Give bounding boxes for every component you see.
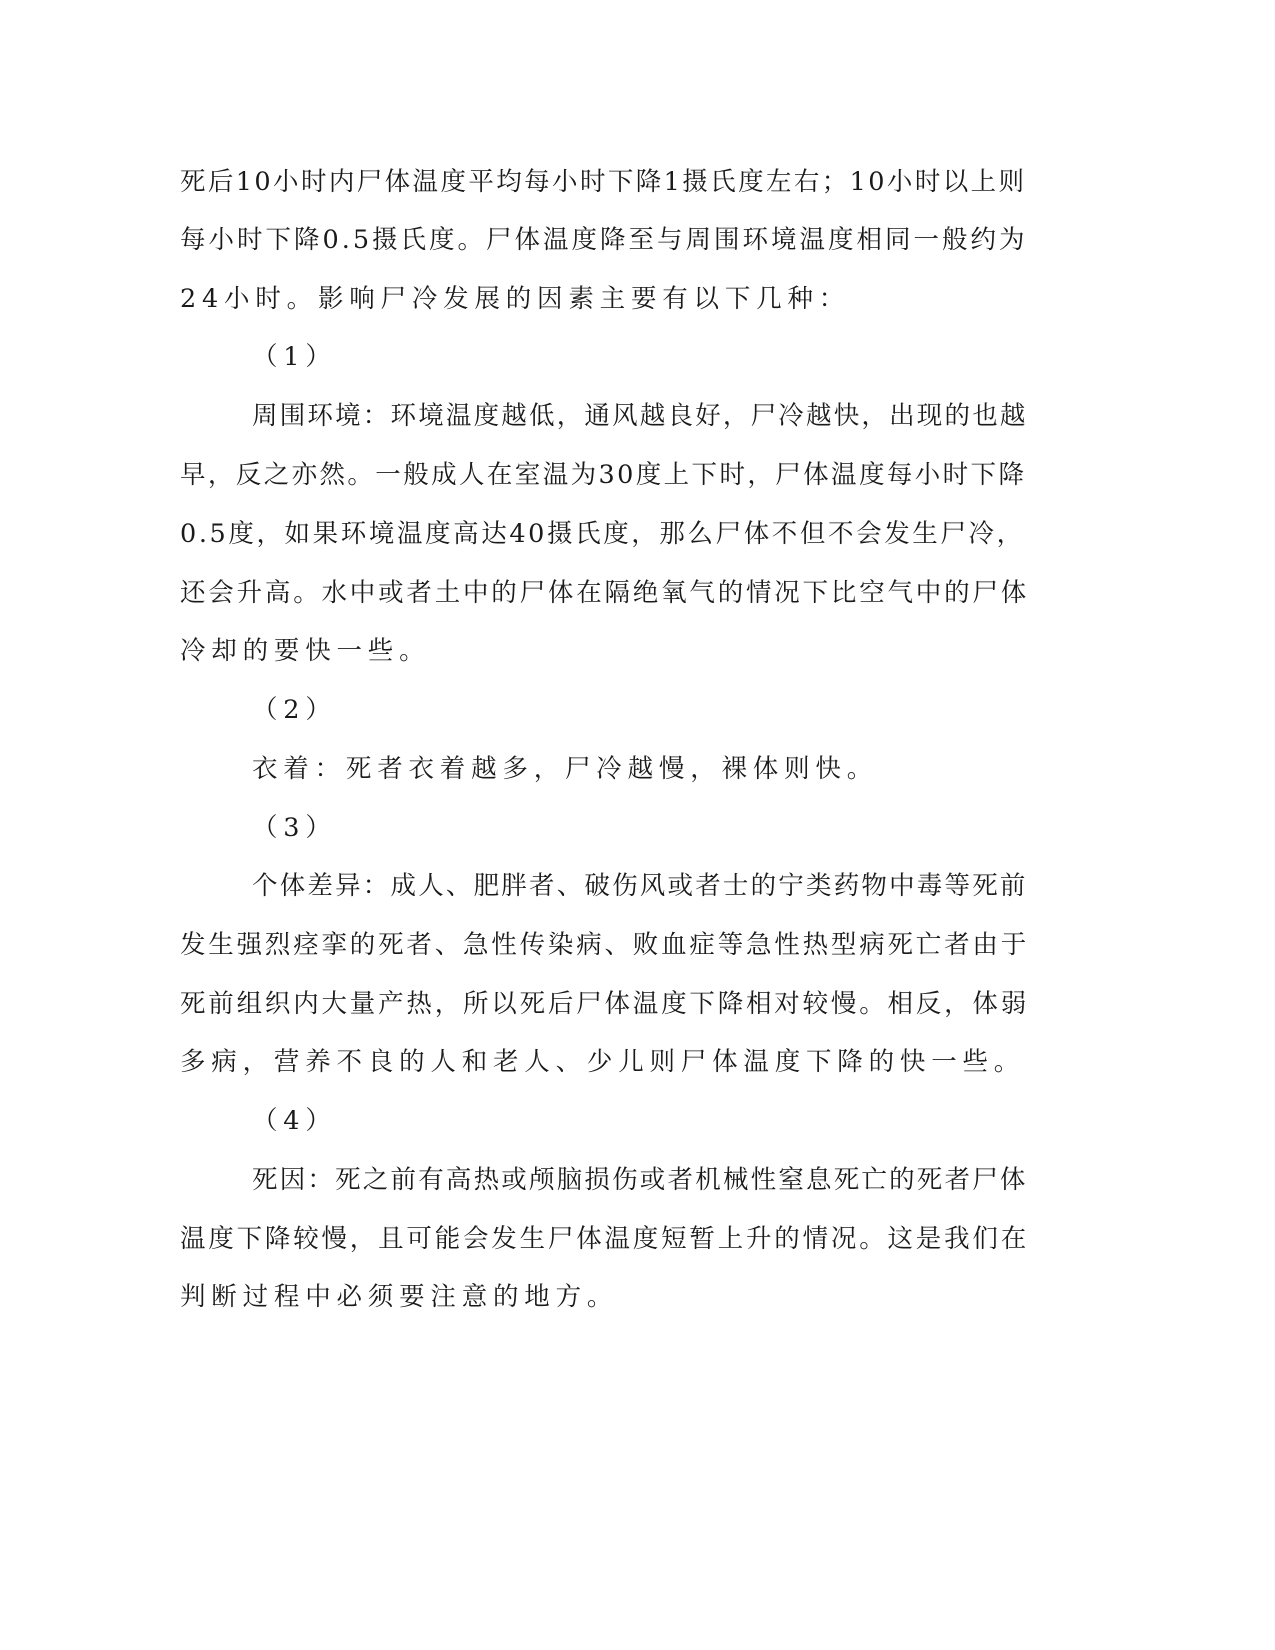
- paragraph-line: 多病，营养不良的人和老人、少儿则尸体温度下降的快一些。: [180, 1047, 1026, 1077]
- paragraph-line: 24小时。影响尸冷发展的因素主要有以下几种：: [180, 284, 851, 314]
- paragraph-line: 衣着：死者衣着越多，尸冷越慢，裸体则快。: [252, 754, 879, 784]
- paragraph-line: 冷却的要快一些。: [180, 636, 431, 666]
- list-marker: （1）: [252, 342, 337, 372]
- paragraph-line: 每小时下降0.5摄氏度。尸体温度降至与周围环境温度相同一般约为: [180, 225, 1028, 255]
- list-marker: （2）: [252, 695, 337, 725]
- paragraph-line: 判断过程中必须要注意的地方。: [180, 1282, 619, 1312]
- paragraph-line: 还会升高。水中或者土中的尸体在隔绝氧气的情况下比空气中的尸体: [180, 578, 1030, 608]
- paragraph-line: 死因：死之前有高热或颅脑损伤或者机械性窒息死亡的死者尸体: [252, 1165, 1028, 1195]
- paragraph-line: 0.5度，如果环境温度高达40摄氏度，那么尸体不但不会发生尸冷，: [180, 519, 1025, 549]
- paragraph-line: 早，反之亦然。一般成人在室温为30度上下时，尸体温度每小时下降: [180, 460, 1027, 490]
- paragraph-line: 温度下降较慢，且可能会发生尸体温度短暂上升的情况。这是我们在: [180, 1224, 1030, 1254]
- list-marker: （3）: [252, 813, 337, 843]
- paragraph-line: 个体差异：成人、肥胖者、破伤风或者士的宁类药物中毒等死前: [252, 871, 1028, 901]
- paragraph-line: 周围环境：环境温度越低，通风越良好，尸冷越快，出现的也越: [252, 401, 1028, 431]
- paragraph-line: 死后10小时内尸体温度平均每小时下降1摄氏度左右；10小时以上则: [180, 167, 1027, 197]
- paragraph-line: 死前组织内大量产热，所以死后尸体温度下降相对较慢。相反，体弱: [180, 989, 1030, 1019]
- paragraph-line: 发生强烈痉挛的死者、急性传染病、败血症等急性热型病死亡者由于: [180, 930, 1030, 960]
- list-marker: （4）: [252, 1106, 337, 1136]
